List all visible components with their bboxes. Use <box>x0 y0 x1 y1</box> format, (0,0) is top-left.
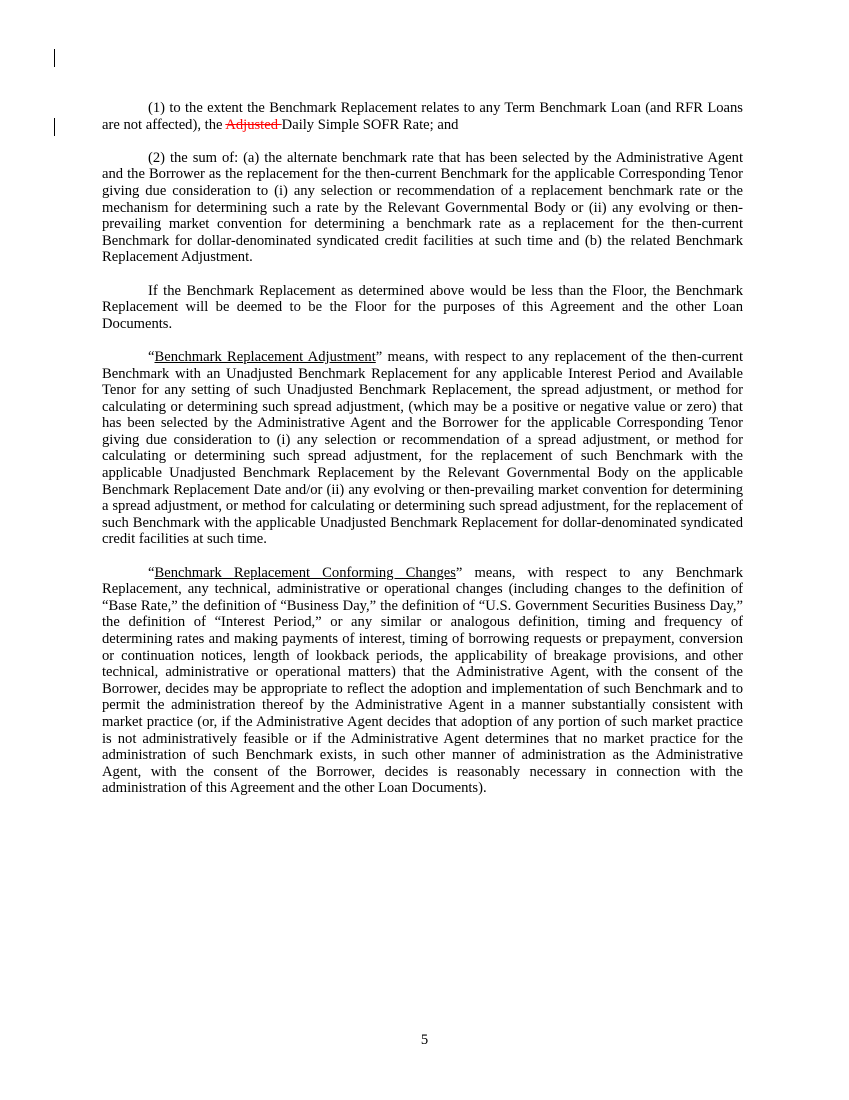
defined-term: Benchmark Replacement Adjustment <box>154 348 376 365</box>
change-bar <box>54 49 55 67</box>
document-body <box>102 100 743 814</box>
page-number: 5 <box>420 1032 429 1048</box>
definition-text: ” means, with respect to any replacement of the then-current Benchmark with an Unadjusted Benchmark Replacement for any applicable Interest Period and Available Tenor for any setting of such Unadjusted Benchmark Replacement, the spread adjustment, or method for calculating or determining such spread adjustment, (which may be a positive or negative value or zero) that has been selected by the Administrative Agent and the Borrower for the applicable Corresponding Tenor giving due consideration to (i) any selection or recommendation of a spread adjustment, or method for calculating or determining such spread adjustment, for the replacement of such Benchmark with the applicable Unadjusted Benchmark Replacement by the Relevant Governmental Body on the applicable Benchmark Replacement Date and/or (ii) any evolving or then-prevailing market convention for determining a spread adjustment, or method for calculating or determining such spread adjustment, for the replacement of such Benchmark with the applicable Unadjusted Benchmark Replacement for dollar-denominated syndicated credit facilities at such time. <box>102 348 744 548</box>
clause-1-text-end: Daily Simple SOFR Rate; and <box>281 116 459 133</box>
clause-1-text: (1) to the extent the Benchmark Replacement relates to any Term Benchmark Loan (and RFR Loans are not affected), the <box>102 100 743 133</box>
open-quote: “ <box>148 348 155 365</box>
clause-2-text: (2) the sum of: (a) the alternate benchmark rate that has been selected by the Administrative Agent and the Borrower as the replacement for the then-current Benchmark for the applicable Corresponding Tenor giving due consideration to (i) any selection or recommendation of a replacement benchmark rate or the mechanism for determining such a rate by the Relevant Governmental Body or (ii) any evolving or then-prevailing market convention for determining a benchmark rate as a replacement for the then-current Benchmark for dollar-denominated syndicated credit facilities at such time and (b) the related Benchmark Replacement Adjustment. <box>102 149 743 266</box>
floor-paragraph <box>102 283 743 333</box>
defined-term: Benchmark Replacement Conforming Changes <box>154 564 456 581</box>
definition-adjustment <box>102 349 743 548</box>
clause-1-paragraph <box>102 100 743 133</box>
definition-conforming-changes <box>102 565 743 797</box>
change-bar <box>54 118 55 136</box>
open-quote: “ <box>148 564 155 581</box>
floor-text: If the Benchmark Replacement as determined above would be less than the Floor, the Benchmark Replacement will be deemed to be the Floor for the purposes of this Agreement and the other Loan Documents. <box>102 282 743 332</box>
clause-2-paragraph <box>102 150 743 266</box>
definition-text: ” means, with respect to any Benchmark Replacement, any technical, administrative or operational changes (including changes to the definition of “Base Rate,” the definition of “Business Day,” the definition of “U.S. Government Securities Business Day,” the definition of “Interest Period,” or any similar or analogous definition, timing and frequency of determining rates and making payments of interest, timing of borrowing requests or prepayment, conversion or continuation notices, length of lookback periods, the applicability of breakage provisions, and other technical, administrative or operational matters) that the Administrative Agent, with the consent of the Borrower, decides may be appropriate to reflect the adoption and implementation of such Benchmark and to permit the administration thereof by the Administrative Agent in a manner substantially consistent with market practice (or, if the Administrative Agent decides that adoption of any portion of such market practice is not administratively feasible or if the Administrative Agent determines that no market practice for the administration of such Benchmark exists, in such other manner of administration as the Administrative Agent, with the consent of the Borrower, decides is reasonably necessary in connection with the administration of this Agreement and the other Loan Documents). <box>102 564 743 797</box>
deleted-text: Adjusted <box>225 116 282 133</box>
